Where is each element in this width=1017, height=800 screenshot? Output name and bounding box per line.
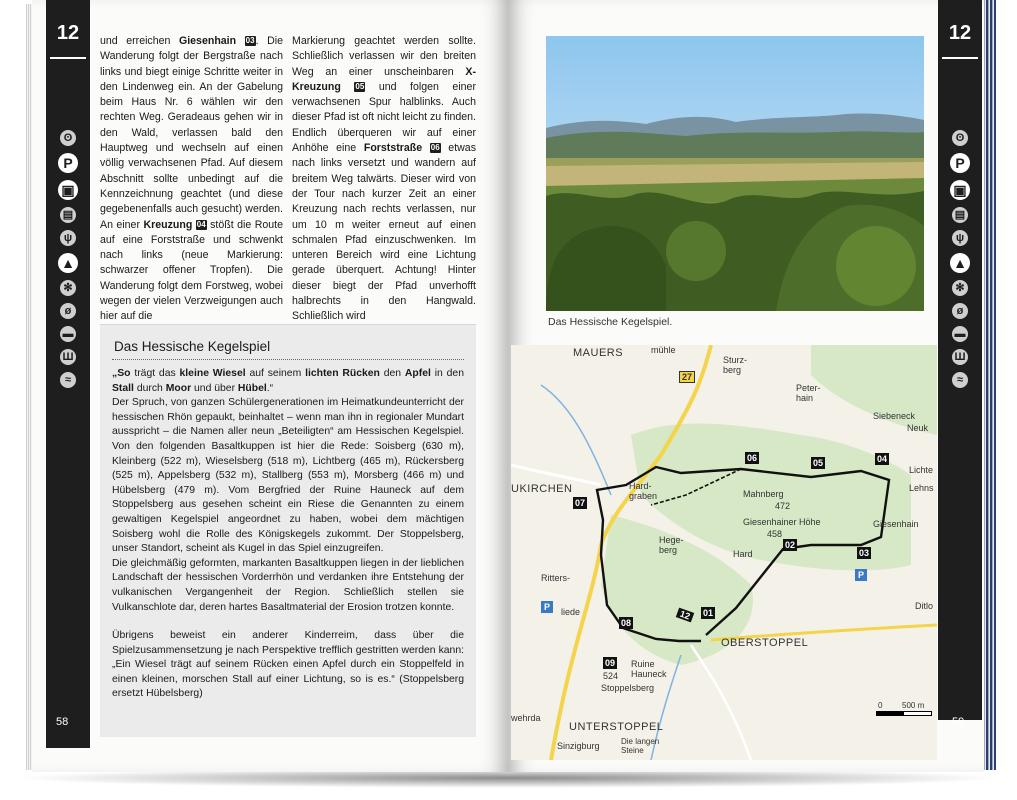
map-label-neuk: Neuk — [907, 423, 929, 433]
bold-term: kleine Wiesel — [179, 368, 246, 379]
bus-icon: ▣ — [58, 180, 78, 200]
restaurant-icon: ψ — [952, 230, 968, 246]
bold-term: lichten Rücken — [305, 368, 380, 379]
text-run: den — [379, 368, 405, 379]
photo-caption: Das Hessische Kegelspiel. — [548, 316, 673, 328]
paragraph: Der Spruch, von ganzen Schülergenerationen im Heimatkundeunterricht der hessischen Rhön gepaukt, beinhaltet – wenn man ihn in regionaler Mundart ausspricht – die Namen aller neun „Beteiligten“ am Hessischen Kegelspiel. Von den folgenden Basaltkuppen ist hier die Rede: Soisberg (630 m), Kleinberg (522 m), Wieselsberg (518 m), Lichtberg (465 m), Rückersberg (525 m), Appelsberg (532 m), Stallberg (553 m), Morsberg (466 m) und Hübelsberg (479 m). Vom Bergfried der Ruine Hauneck auf dem Stoppelsberg aus gesehen scheint ein Riese die Genannten zu einem gewaltigen Kegelspiel angeordnet zu haben, wobei dem mächtigen Soisberg wohl die Rolle des Königskegels zukommt. Der Stoppelsberg, unser Standort, scheint als Kugel in das Spiel einzugreifen. — [112, 397, 464, 555]
waypoint-05: 05 — [813, 458, 824, 468]
waypoint-07: 07 — [575, 498, 586, 508]
parking-icon: P — [950, 153, 970, 173]
bold-term: X-Kreuzung — [292, 65, 476, 93]
map-label-stoppelsberg: Stoppelsberg — [601, 683, 655, 693]
map-label-peterhain: Peter- hain — [796, 383, 821, 403]
text-run: und erreichen — [100, 35, 179, 47]
waypoint-marker: 04 — [196, 219, 206, 229]
icon-column — [946, 130, 974, 395]
bold-term: Forststraße — [363, 142, 423, 155]
paragraph: Die gleichmäßig geformten, markanten Basaltkuppen liegen in der lieblichen Landschaft der hessischen Vorderrhön und verdanken ihre Entstehung der vulkanischen Vergangenheit der Region. Schließlich stellen sie Vulkanschlote dar, deren hartes Basaltmaterial der Erosion trotzen konnte. — [112, 557, 464, 613]
tab-divider — [50, 57, 86, 59]
waypoint-03: 03 — [859, 548, 870, 558]
map-label-ritters: Ritters- — [541, 573, 570, 583]
map-label-stoppelsberg-elevation: 524 — [603, 671, 619, 681]
right-page-edges — [982, 0, 996, 770]
dotted-divider — [112, 359, 464, 360]
road-number-27: 27 — [679, 371, 695, 383]
map-label-siebeneck: Siebeneck — [873, 411, 916, 421]
info-box-body — [112, 367, 464, 702]
cable-car-icon: ▤ — [952, 207, 968, 223]
map-label-lehns: Lehns — [909, 483, 934, 493]
map-label-wehrda: wehrda — [511, 713, 541, 723]
bus-icon: ▣ — [950, 180, 970, 200]
quote — [112, 367, 464, 396]
bold-term: Giesenhain — [178, 35, 237, 47]
bold-term: Stall — [112, 382, 134, 394]
waypoint-06: 06 — [747, 453, 758, 463]
text-run — [236, 35, 245, 47]
info-box-title: Das Hessische Kegelspiel — [114, 339, 271, 354]
waypoint-marker: 06 — [430, 143, 440, 153]
text-column-2 — [292, 34, 476, 325]
waypoint-marker: 03 — [245, 36, 255, 45]
map-label-hegeberg: Hege- berg — [659, 535, 684, 555]
text-run: trägt das — [134, 368, 180, 379]
map-label-sturzberg: Sturz- berg — [723, 355, 748, 375]
bed-icon: ▬ — [60, 326, 76, 342]
bed-icon: ▬ — [952, 326, 968, 342]
map-label-hard: Hard — [733, 549, 753, 559]
waypoint-01: 01 — [703, 608, 714, 618]
text-run: in den — [430, 368, 464, 379]
text-run: etwas nach links versetzt und wandern auf breitem Weg talwärts. Dieser wird von der Tour nach kurzer Zeit an einer Kreuzung nach rechts verlassen, nur um 10 m weiter erneut auf einen schmalen Pfad einzuschwenken. Im unteren Bereich wird eine Lichtung gerade überquert. Achtung! Hinter dieser biegt der Pfad unverhofft halbrechts in den Hangwald. Schließlich wird — [292, 142, 476, 323]
page-number: 59 — [952, 716, 965, 728]
scale-zero: 0 — [878, 701, 883, 710]
swimming-icon: ≈ — [60, 372, 76, 388]
left-chapter-tab — [46, 0, 90, 748]
map-label-hardgraben: Hard- graben — [629, 481, 658, 501]
text-column-1 — [100, 34, 283, 325]
map-label-mahnberg: Mahnberg — [743, 489, 784, 499]
museum-icon: Ш — [952, 349, 968, 365]
map-label-ukirchen: UKIRCHEN — [511, 483, 573, 495]
text-run: . Die Wanderung folgt der Bergstraße nach links und biegt einige Schritte weiter in den Lindenweg ein. An der Gabelung beim Haus Nr. 6 wählen wir den rechten Weg. Geradeaus gehen wir in den Wald, verlassen bald den Hauptweg und wechseln auf einen völlig verwachsenen Pfad. Auf diesem Abschnitt sollte unbedingt auf die Kennzeichnung geachtet (und diese gegebenenfalls auch gesucht) werden. An einer — [100, 35, 283, 231]
text-run — [422, 142, 430, 154]
bold-term: „So — [112, 368, 135, 379]
bold-term: Hübel — [237, 382, 267, 394]
map-label-giesenhainer-elevation: 458 — [767, 529, 783, 539]
chapter-number: 12 — [948, 22, 972, 44]
tab-divider — [942, 57, 978, 59]
map-label-oberstoppel: OBERSTOPPEL — [721, 637, 809, 649]
text-run: und folgen einer verwachsenen Spur halblinks. Auch dieser Pfad ist oft nicht leicht zu finden. Endlich überqueren wir auf einer Anhöhe eine — [292, 80, 476, 155]
text-run: stößt die Route auf eine Forststraße und schwenkt nach links (neue Markierung: schwarzer offener Tropfen). Die Wanderung folgt dem Forstweg, wobei wegen der vielen Verzweigungen auch hier auf die — [100, 218, 283, 323]
map-label-mauers: MAUERS — [573, 347, 624, 359]
text-run: auf seinem — [245, 368, 306, 379]
swimming-icon: ≈ — [952, 372, 968, 388]
waypoint-02: 02 — [785, 540, 796, 550]
landscape-photo-image — [546, 36, 924, 311]
map-label-giesenhain: Giesenhain — [873, 519, 919, 529]
text-run: durch — [133, 382, 166, 394]
map-label-ruine-hauneck: Ruine Hauneck — [631, 659, 667, 679]
spacer — [112, 615, 464, 629]
icon-column — [54, 130, 82, 395]
waypoint-09: 09 — [605, 658, 616, 668]
bicycle-icon: ø — [952, 303, 968, 319]
map-label-unterstoppel: UNTERSTOPPEL — [569, 721, 664, 733]
parking-icon: P — [855, 569, 867, 581]
page-number: 58 — [56, 716, 69, 728]
hiking-map — [511, 345, 937, 760]
parking-icon: P — [58, 153, 78, 173]
map-scale-bar — [876, 711, 932, 716]
info-box — [100, 324, 476, 737]
map-label-sinzigburg: Sinzigburg — [557, 741, 600, 751]
right-chapter-tab — [938, 0, 982, 728]
cable-car-icon: ▤ — [60, 207, 76, 223]
map-label-muehle: mühle — [651, 345, 676, 355]
map-label-die-langen-steine: Die langen Steine — [621, 737, 660, 755]
bold-term: Apfel — [404, 368, 431, 379]
bold-term: Moor — [165, 382, 192, 394]
snowflake-icon: ✻ — [60, 280, 76, 296]
map-graphics — [511, 345, 937, 760]
museum-icon: Ш — [60, 349, 76, 365]
text-run — [341, 81, 355, 93]
map-label-giesenhainer-hoehe: Giesenhainer Höhe — [743, 517, 821, 527]
summit-icon: ▲ — [950, 253, 970, 273]
summit-icon: ▲ — [58, 253, 78, 273]
map-label-liede: liede — [561, 607, 581, 617]
map-label-lichte: Lichte — [909, 465, 934, 475]
paragraph: Übrigens beweist ein anderer Kinderreim, dass über die Spielzusammensetzung je nach Perspektive trefflich gestritten werden kann: „Ein Wiesel trägt auf seinem Rücken einen Apfel durch ein Stoppelfeld in einen kleinen, morschen Stall auf einer Lichtung, so is es.“ (Stoppelsberg ersetzt Hübelsberg) — [112, 630, 464, 700]
scale-label: 500 m — [902, 701, 925, 710]
bicycle-icon: ø — [60, 303, 76, 319]
map-label-mahnberg-elevation: 472 — [775, 501, 791, 511]
route-number-badge: 12 — [676, 608, 694, 623]
parking-icon: P — [541, 601, 553, 613]
bold-term: Kreuzung — [143, 218, 193, 231]
restaurant-icon: ψ — [60, 230, 76, 246]
snowflake-icon: ✻ — [952, 280, 968, 296]
waypoint-marker: 05 — [355, 81, 365, 91]
bear-icon: ʘ — [952, 130, 968, 146]
map-label-ditlo: Ditlo — [915, 601, 934, 611]
bear-icon: ʘ — [60, 130, 76, 146]
waypoint-08: 08 — [621, 618, 632, 628]
landscape-photo — [546, 36, 924, 311]
text-run: .“ — [266, 382, 274, 394]
text-run: Markierung geachtet werden sollte. Schließlich verlassen wir den breiten Weg an einer unscheinbaren — [292, 35, 476, 78]
chapter-number: 12 — [56, 22, 80, 44]
waypoint-04: 04 — [877, 454, 888, 464]
text-run: und über — [191, 382, 238, 394]
